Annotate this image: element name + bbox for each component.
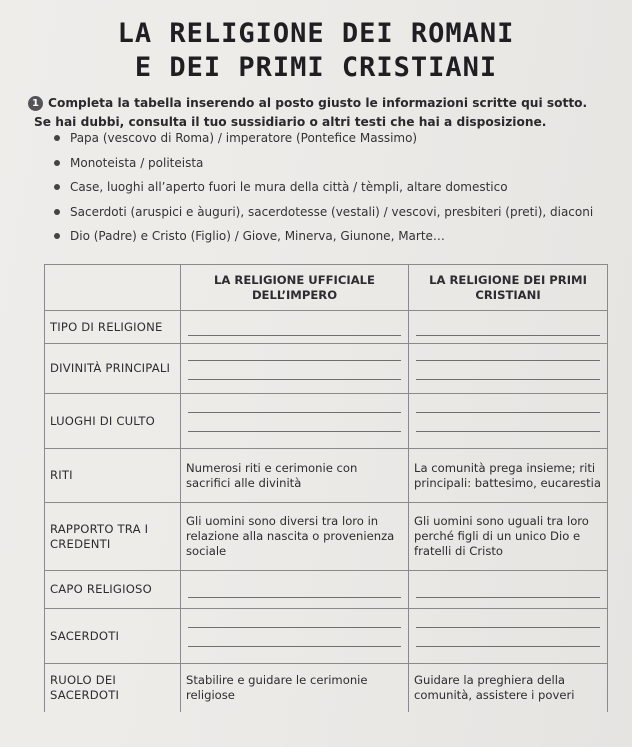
table-row	[45, 503, 608, 571]
table-row	[45, 344, 608, 394]
exercise-number-badge: 1	[28, 96, 43, 111]
row-label-rapporto: RAPPORTO TRA I CREDENTI	[45, 503, 181, 571]
row-label-divinita: DIVINITÀ PRINCIPALI	[45, 344, 181, 394]
row-label-ruolo: RUOLO DEI SACERDOTI	[45, 664, 181, 712]
row-label-tipo: TIPO DI RELIGIONE	[45, 311, 181, 344]
cell-ruolo-christian: Guidare la preghiera della comunità, assistere i poveri	[409, 664, 608, 712]
option-item: Dio (Padre) e Cristo (Figlio) / Giove, Minerva, Giunone, Marte…	[52, 228, 622, 253]
header-empty	[45, 265, 181, 311]
row-label-sacerdoti: SACERDOTI	[45, 609, 181, 664]
row-label-capo: CAPO RELIGIOSO	[45, 571, 181, 609]
instruction-line-2: Se hai dubbi, consulta il tuo sussidiario o altri testi che hai a disposizione.	[34, 115, 547, 129]
cell-riti-roman: Numerosi riti e cerimonie con sacrifici alle divinità	[181, 449, 409, 503]
answer-field-divinita-roman[interactable]	[181, 344, 409, 394]
option-item: Case, luoghi all’aperto fuori le mura della città / tèmpli, altare domestico	[52, 179, 622, 204]
answer-field-tipo-roman[interactable]	[181, 311, 409, 344]
answer-field-tipo-christian[interactable]	[409, 311, 608, 344]
row-label-riti: RITI	[45, 449, 181, 503]
exercise-instructions	[34, 94, 614, 132]
comparison-table	[44, 264, 608, 712]
answer-field-sacerdoti-roman[interactable]	[181, 609, 409, 664]
table-row	[45, 449, 608, 503]
answer-field-capo-christian[interactable]	[409, 571, 608, 609]
table-row	[45, 664, 608, 712]
table-row	[45, 311, 608, 344]
options-list	[52, 130, 622, 253]
answer-field-sacerdoti-christian[interactable]	[409, 609, 608, 664]
table-row	[45, 571, 608, 609]
answer-field-luoghi-roman[interactable]	[181, 394, 409, 449]
answer-field-luoghi-christian[interactable]	[409, 394, 608, 449]
option-item: Papa (vescovo di Roma) / imperatore (Pontefice Massimo)	[52, 130, 622, 155]
cell-rapporto-christian: Gli uomini sono uguali tra loro perché figli di un unico Dio e fratelli di Cristo	[409, 503, 608, 571]
header-christian-religion: LA RELIGIONE DEI PRIMI CRISTIANI	[409, 265, 608, 311]
title-line-1: LA RELIGIONE DEI ROMANI	[117, 18, 515, 49]
answer-field-capo-roman[interactable]	[181, 571, 409, 609]
header-roman-religion: LA RELIGIONE UFFICIALE DELL’IMPERO	[181, 265, 409, 311]
option-item: Monoteista / politeista	[52, 155, 622, 180]
instruction-line-1: Completa la tabella inserendo al posto giusto le informazioni scritte qui sotto.	[48, 96, 588, 110]
table-header-row	[45, 265, 608, 311]
cell-ruolo-roman: Stabilire e guidare le cerimonie religiose	[181, 664, 409, 712]
row-label-luoghi: LUOGHI DI CULTO	[45, 394, 181, 449]
title-line-2: E DEI PRIMI CRISTIANI	[134, 52, 498, 83]
table-row	[45, 394, 608, 449]
option-item: Sacerdoti (aruspici e àuguri), sacerdotesse (vestali) / vescovi, presbiteri (preti), diaconi	[52, 204, 622, 229]
cell-riti-christian: La comunità prega insieme; riti principali: battesimo, eucarestia	[409, 449, 608, 503]
table-row	[45, 609, 608, 664]
answer-field-divinita-christian[interactable]	[409, 344, 608, 394]
cell-rapporto-roman: Gli uomini sono diversi tra loro in relazione alla nascita o provenienza sociale	[181, 503, 409, 571]
